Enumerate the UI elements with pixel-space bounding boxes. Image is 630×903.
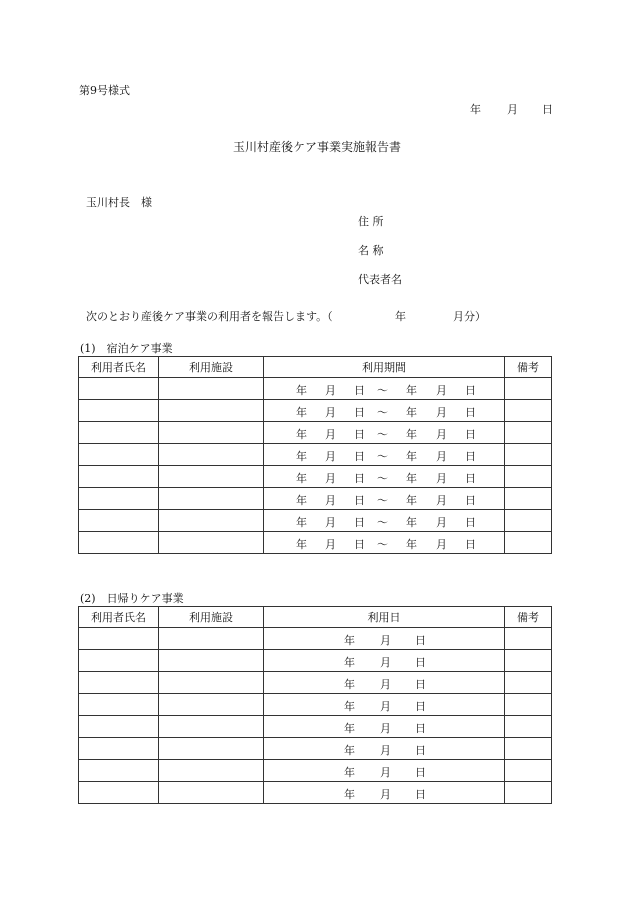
use-day: 日 <box>415 766 426 779</box>
section1-heading: (1) 宿泊ケア事業 <box>80 342 173 355</box>
end-year: 年 <box>406 450 417 463</box>
end-day: 日 <box>465 538 476 551</box>
remarks-cell[interactable] <box>505 400 552 422</box>
user-name-cell[interactable] <box>79 466 159 488</box>
remarks-cell[interactable] <box>505 488 552 510</box>
use-month: 月 <box>380 722 391 735</box>
remarks-cell[interactable] <box>505 466 552 488</box>
use-month: 月 <box>380 766 391 779</box>
remarks-cell[interactable] <box>505 760 552 782</box>
remarks-cell[interactable] <box>505 716 552 738</box>
table-row <box>79 738 552 760</box>
use-year: 年 <box>344 766 355 779</box>
remarks-cell[interactable] <box>505 378 552 400</box>
start-month: 月 <box>325 494 336 507</box>
remarks-cell[interactable] <box>505 532 552 554</box>
end-month: 月 <box>436 538 447 551</box>
user-name-cell[interactable] <box>79 532 159 554</box>
use-year: 年 <box>344 788 355 801</box>
header-facility: 利用施設 <box>159 607 264 628</box>
table-row <box>79 694 552 716</box>
start-day: 日 <box>354 494 365 507</box>
end-day: 日 <box>465 406 476 419</box>
end-day: 日 <box>465 384 476 397</box>
user-name-cell[interactable] <box>79 650 159 672</box>
facility-cell[interactable] <box>159 532 264 554</box>
header-date-month: 月 <box>507 103 518 116</box>
use-month: 月 <box>380 656 391 669</box>
intro-year: 年 <box>395 310 406 323</box>
remarks-cell[interactable] <box>505 694 552 716</box>
remarks-cell[interactable] <box>505 650 552 672</box>
header-remarks: 備考 <box>505 357 552 378</box>
end-year: 年 <box>406 516 417 529</box>
intro-month: 月分） <box>453 310 486 323</box>
header-remarks: 備考 <box>505 607 552 628</box>
start-month: 月 <box>325 406 336 419</box>
range-tilde: ～ <box>377 406 388 419</box>
period-cell <box>264 532 505 554</box>
range-tilde: ～ <box>377 538 388 551</box>
table-row <box>79 466 552 488</box>
use-day: 日 <box>415 634 426 647</box>
table-row <box>79 510 552 532</box>
user-name-cell[interactable] <box>79 760 159 782</box>
use-day: 日 <box>415 678 426 691</box>
end-month: 月 <box>436 428 447 441</box>
end-year: 年 <box>406 538 417 551</box>
intro-text: 次のとおり産後ケア事業の利用者を報告します。（ <box>86 310 333 323</box>
use-date-cell <box>264 650 505 672</box>
use-day: 日 <box>415 656 426 669</box>
table-row <box>79 488 552 510</box>
facility-cell[interactable] <box>159 628 264 650</box>
use-date-cell <box>264 672 505 694</box>
facility-cell[interactable] <box>159 650 264 672</box>
end-year: 年 <box>406 384 417 397</box>
start-month: 月 <box>325 472 336 485</box>
start-month: 月 <box>325 450 336 463</box>
end-month: 月 <box>436 494 447 507</box>
use-year: 年 <box>344 656 355 669</box>
start-year: 年 <box>296 406 307 419</box>
start-day: 日 <box>354 516 365 529</box>
table-row <box>79 716 552 738</box>
user-name-cell[interactable] <box>79 444 159 466</box>
end-month: 月 <box>436 450 447 463</box>
start-day: 日 <box>354 428 365 441</box>
remarks-cell[interactable] <box>505 738 552 760</box>
period-cell <box>264 510 505 532</box>
end-year: 年 <box>406 494 417 507</box>
facility-cell[interactable] <box>159 422 264 444</box>
header-user-name: 利用者氏名 <box>79 357 159 378</box>
end-day: 日 <box>465 450 476 463</box>
user-name-cell[interactable] <box>79 694 159 716</box>
end-month: 月 <box>436 384 447 397</box>
facility-cell[interactable] <box>159 378 264 400</box>
facility-cell[interactable] <box>159 488 264 510</box>
use-year: 年 <box>344 700 355 713</box>
day-care-table <box>78 606 552 804</box>
use-day: 日 <box>415 700 426 713</box>
start-month: 月 <box>325 428 336 441</box>
remarks-cell[interactable] <box>505 628 552 650</box>
remarks-cell[interactable] <box>505 510 552 532</box>
remarks-cell[interactable] <box>505 422 552 444</box>
addressee: 玉川村長 様 <box>86 196 152 209</box>
start-month: 月 <box>325 384 336 397</box>
period-cell <box>264 422 505 444</box>
use-month: 月 <box>380 788 391 801</box>
table-row <box>79 672 552 694</box>
document-title: 玉川村産後ケア事業実施報告書 <box>233 140 402 154</box>
start-year: 年 <box>296 494 307 507</box>
use-month: 月 <box>380 700 391 713</box>
table-header-row <box>79 607 552 628</box>
user-name-cell[interactable] <box>79 738 159 760</box>
table-row <box>79 532 552 554</box>
table-row <box>79 378 552 400</box>
user-name-cell[interactable] <box>79 422 159 444</box>
user-name-cell[interactable] <box>79 488 159 510</box>
table-header-row <box>79 357 552 378</box>
period-cell <box>264 466 505 488</box>
start-year: 年 <box>296 450 307 463</box>
end-day: 日 <box>465 516 476 529</box>
start-year: 年 <box>296 538 307 551</box>
user-name-cell[interactable] <box>79 510 159 532</box>
remarks-cell[interactable] <box>505 672 552 694</box>
range-tilde: ～ <box>377 516 388 529</box>
use-date-cell <box>264 694 505 716</box>
use-year: 年 <box>344 678 355 691</box>
representative-label: 代表者名 <box>358 273 402 286</box>
end-year: 年 <box>406 406 417 419</box>
name-label: 名 称 <box>358 244 384 257</box>
table-row <box>79 650 552 672</box>
start-year: 年 <box>296 472 307 485</box>
start-year: 年 <box>296 428 307 441</box>
facility-cell[interactable] <box>159 760 264 782</box>
range-tilde: ～ <box>377 384 388 397</box>
table-row <box>79 782 552 804</box>
facility-cell[interactable] <box>159 782 264 804</box>
use-date-cell <box>264 738 505 760</box>
start-day: 日 <box>354 406 365 419</box>
user-name-cell[interactable] <box>79 628 159 650</box>
end-month: 月 <box>436 406 447 419</box>
header-date-year: 年 <box>470 103 481 116</box>
start-day: 日 <box>354 538 365 551</box>
table-row <box>79 760 552 782</box>
user-name-cell[interactable] <box>79 378 159 400</box>
facility-cell[interactable] <box>159 716 264 738</box>
period-cell <box>264 444 505 466</box>
use-month: 月 <box>380 634 391 647</box>
start-month: 月 <box>325 516 336 529</box>
remarks-cell[interactable] <box>505 444 552 466</box>
facility-cell[interactable] <box>159 444 264 466</box>
facility-cell[interactable] <box>159 510 264 532</box>
use-day: 日 <box>415 744 426 757</box>
start-day: 日 <box>354 472 365 485</box>
end-day: 日 <box>465 472 476 485</box>
use-month: 月 <box>380 744 391 757</box>
end-day: 日 <box>465 428 476 441</box>
range-tilde: ～ <box>377 494 388 507</box>
use-day: 日 <box>415 722 426 735</box>
use-year: 年 <box>344 722 355 735</box>
header-facility: 利用施設 <box>159 357 264 378</box>
end-month: 月 <box>436 516 447 529</box>
period-cell <box>264 378 505 400</box>
user-name-cell[interactable] <box>79 716 159 738</box>
start-year: 年 <box>296 516 307 529</box>
user-name-cell[interactable] <box>79 400 159 422</box>
use-day: 日 <box>415 788 426 801</box>
use-date-cell <box>264 760 505 782</box>
table-row <box>79 422 552 444</box>
use-year: 年 <box>344 744 355 757</box>
facility-cell[interactable] <box>159 738 264 760</box>
facility-cell[interactable] <box>159 672 264 694</box>
table-row <box>79 628 552 650</box>
start-year: 年 <box>296 384 307 397</box>
use-month: 月 <box>380 678 391 691</box>
period-cell <box>264 400 505 422</box>
end-month: 月 <box>436 472 447 485</box>
start-day: 日 <box>354 384 365 397</box>
table-row <box>79 400 552 422</box>
use-date-cell <box>264 782 505 804</box>
period-cell <box>264 488 505 510</box>
start-day: 日 <box>354 450 365 463</box>
user-name-cell[interactable] <box>79 782 159 804</box>
end-day: 日 <box>465 494 476 507</box>
use-year: 年 <box>344 634 355 647</box>
overnight-care-table <box>78 356 552 554</box>
use-date-cell <box>264 628 505 650</box>
range-tilde: ～ <box>377 450 388 463</box>
header-user-name: 利用者氏名 <box>79 607 159 628</box>
table-row <box>79 444 552 466</box>
end-year: 年 <box>406 428 417 441</box>
remarks-cell[interactable] <box>505 782 552 804</box>
form-number: 第9号様式 <box>79 84 130 97</box>
header-use-date: 利用日 <box>264 607 505 628</box>
header-period: 利用期間 <box>264 357 505 378</box>
header-date-day: 日 <box>542 103 553 116</box>
range-tilde: ～ <box>377 428 388 441</box>
user-name-cell[interactable] <box>79 672 159 694</box>
use-date-cell <box>264 716 505 738</box>
facility-cell[interactable] <box>159 466 264 488</box>
facility-cell[interactable] <box>159 694 264 716</box>
end-year: 年 <box>406 472 417 485</box>
address-label: 住 所 <box>358 215 384 228</box>
facility-cell[interactable] <box>159 400 264 422</box>
section2-heading: (2) 日帰りケア事業 <box>80 592 184 605</box>
start-month: 月 <box>325 538 336 551</box>
range-tilde: ～ <box>377 472 388 485</box>
